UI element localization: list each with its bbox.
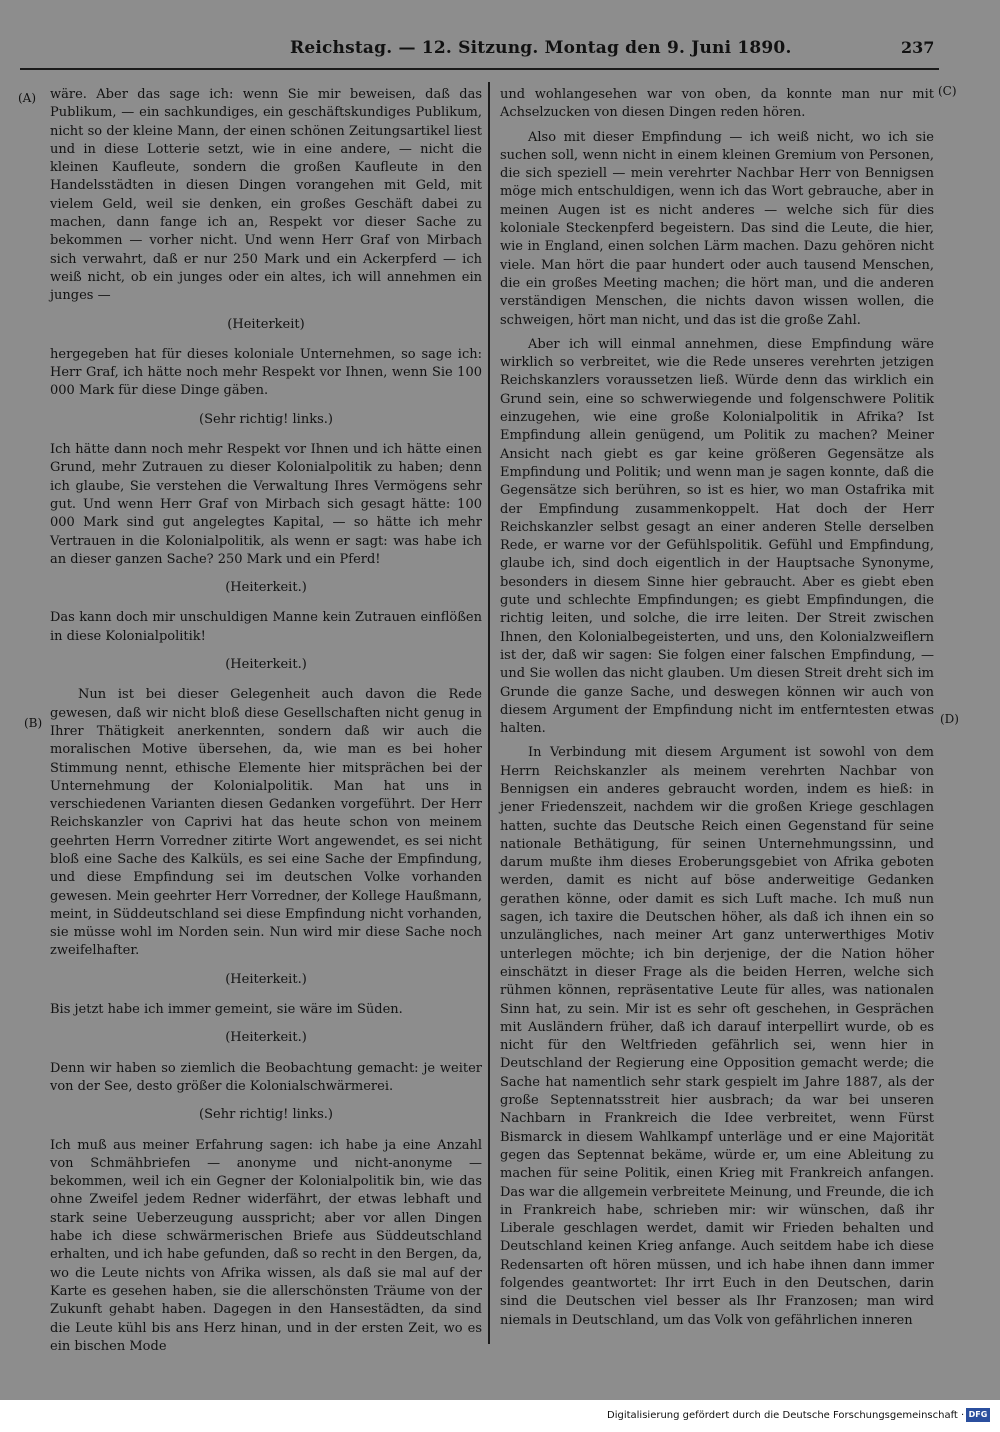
paragraph: Ich muß aus meiner Erfahrung sagen: ich habe ja eine Anzahl von Schmähbriefen — anonyme und nicht-anonyme — bekommen, weil ich ein Gegner der Kolonialpolitik bin, wie das ohne Zweifel jedem Redner widerfährt, der etwas lebhaft und stark seine Ueberzeugung ausspricht; aber vor allen Dingen habe ich diese schwärmerischen Briefe aus Süddeutschland erhalten, und ich habe gefunden, daß so recht in den Bergen, da, wo die Leute nichts von Afrika wissen, als daß sie mal auf der Karte es gesehen haben, sie die allerschönsten Träume von der Zukunft gehabt haben. Dagegen in den Hansestädten, da sind die Leute kühl bis ans Herz hinan, und in der ersten Zeit, wo es ein bischen Mode — [50, 1137, 482, 1354]
paragraph: und wohlangesehen war von oben, da konnte man nur mit Achselzucken von diesen Dingen reden hören. — [500, 87, 934, 121]
paragraph: Also mit dieser Empfindung — ich weiß nicht, wo ich sie suchen soll, wenn nicht in einem kleinen Gremium von Personen, die sich speziell — mein verehrter Nachbar Herr von Bennigsen möge mich entschuldigen, wenn ich das Wort gebrauche, aber in meinen Augen ist es nicht anderes — welche sich für dies koloniale Steckenpferd begeistern. Das sind die Leute, die hier, wie in England, einen solchen Lärm machen. Dazu gehören nicht viele. Man hört die paar hundert oder auch tausend Menschen, die ein großes Meeting machen; die hört man, und die anderen verständigen Menschen, die nichts davon wissen wollen, die schweigen, hört man nicht, und das ist die große Zahl. — [500, 129, 934, 328]
column-divider — [488, 82, 490, 1344]
paragraph: Denn wir haben so ziemlich die Beobachtung gemacht: je weiter von der See, desto größer die Kolonialschwärmerei. — [50, 1060, 482, 1094]
running-header — [0, 38, 1000, 68]
footer — [0, 1400, 1000, 1432]
right-column — [500, 86, 934, 1336]
dfg-logo: DFG — [966, 1408, 990, 1422]
interjection: (Heiterkeit.) — [225, 1030, 307, 1046]
margin-mark-b: (B) — [24, 716, 43, 730]
interjection: (Heiterkeit.) — [225, 971, 307, 987]
paragraph: wäre. Aber das sage ich: wenn Sie mir beweisen, daß das Publikum, — ein sachkundiges, ein geschäftskundiges Publikum, nicht so der kleine Mann, der einen schönen Zeitungsartikel liest und in diese Lotterie setzt, wie in eine andere, — nicht die kleinen Kaufleute, sondern die großen Kaufleute in den Handelsstädten in diesen Dingen vorangehen mit Geld, mit vielem Geld, weil sie denken, ein großes Geschäft dabei zu machen, dann fange ich an, Respekt vor dieser Sache zu bekommen — vorher nicht. Und wenn Herr Graf von Mirbach sich verwahrt, daß er nur 250 Mark und ein Ackerpferd — ich weiß nicht, ob ein junges oder ein altes, ich will annehmen ein junges — — [50, 87, 482, 304]
interjection: (Sehr richtig! links.) — [199, 411, 333, 427]
paragraph: In Verbindung mit diesem Argument ist sowohl von dem Herrn Reichskanzler als meinem verehrten Nachbar von Bennigsen ein anderes gebraucht worden, indem es hieß: in jener Friedenszeit, nachdem wir die großen Kriege geschlagen hatten, suchte das Deutsche Reich einen Gegenstand für seine nationale Bethätigung, für seinen Unternehmungssinn, und darum mußte ihm dieses Eroberungsgebiet von Afrika geboten werden, damit es nicht auf böse anderweitige Gedanken gerathen könne, oder damit es sich Luft mache. Ich muß nun sagen, ich taxire die Deutschen höher, als daß ich ihnen ein so unzulängliches, nach meiner Art ganz unterwerthiges Motiv unterlegen möchte; ich bin derjenige, der die Nation höher einschätzt in dieser Frage als die beiden Herren, welche sich rühmen können, repräsentative Leute für alles, was nationalen Sinn hat, zu sein. Mir ist es sehr oft geschehen, in Gesprächen mit Ausländern früher, daß ich darauf interpellirt wurde, ob es nicht für den Weltfrieden gefährlich sei, wenn hier in Deutschland der Regierung eine Opposition gemacht werde; die Sache hat namentlich sehr stark gespielt im Jahre 1887, als der große Septennatsstreit hier ausbrach; da war bei unseren Nachbarn in Frankreich die Idee verbreitet, wenn Fürst Bismarck in diesem Wahlkampf unterläge und er eine Majorität gegen das Septennat bekäme, würde er, um eine Ableitung zu machen für seine Politik, einen Krieg mit Frankreich anfangen. Das war die allgemein verbreitete Meinung, und Freunde, die ich in Frankreich habe, schrieben mir: wir wünschen, daß ihr Liberale geschlagen werdet, damit wir Frieden behalten und Deutschland keinen Krieg anfange. Auch seitdem habe ich diese Redensarten oft hören müssen, und ich habe ihnen dann immer folgendes geantwortet: Ihr irrt Euch in den Deutschen, darin sind die Deutschen viel besser als Ihr Franzosen; man wird niemals in Deutschland, um das Volk von gefährlichen inneren — [500, 745, 934, 1328]
page-number: 237 — [901, 38, 935, 57]
margin-mark-c: (C) — [938, 84, 957, 98]
interjection: (Heiterkeit) — [227, 316, 305, 332]
header-rule — [20, 68, 939, 70]
paragraph: hergegeben hat für dieses koloniale Unternehmen, so sage ich: Herr Graf, ich hätte noch mehr Respekt vor Ihnen, wenn Sie 100 000 Mark für diese Dinge gäben. — [50, 346, 482, 399]
margin-mark-d: (D) — [940, 712, 959, 726]
left-column — [50, 86, 482, 1362]
margin-mark-a: (A) — [18, 91, 37, 105]
paragraph: Aber ich will einmal annehmen, diese Empfindung wäre wirklich so verbreitet, wie die Rede unseres verehrten jetzigen Reichskanzlers voraussetzen ließ. Würde denn das wirklich ein Grund sein, eine so schwerwiegende und folgenschwere Politik einzugehen, wie eine große Kolonialpolitik in Afrika? Ist Empfindung allein genügend, um Politik zu machen? Meiner Ansicht nach giebt es gar keine größeren Gegensätze als Empfindung und Politik; und wenn man je sagen konnte, daß die Gegensätze sich berühren, so ist es hier, wo man Ostafrika mit der Empfindung zusammenkoppelt. Hat doch der Herr Reichskanzler selbst gesagt an einer anderen Stelle derselben Rede, er warne vor der Gefühlspolitik. Gefühl und Empfindung, glaube ich, sind doch eigentlich in der Hauptsache Synonyme, besonders in diesem Sinne hier gebraucht. Aber es giebt eben gute und schlechte Empfindungen; es giebt Empfindungen, die richtig leiten, und solche, die irre leiten. Der Streit zwischen Ihnen, den Kolonialbegeisterten, und uns, den Kolonialzweiflern ist der, daß wir sagen: Sie folgen einer falschen Empfindung, — und Sie wollen das nicht glauben. Um diesen Streit dreht sich im Grunde die ganze Sache, und deswegen können wir auch von diesem Argument der Empfindung nicht im entferntesten etwas halten. — [500, 336, 934, 737]
interjection: (Sehr richtig! links.) — [199, 1107, 333, 1123]
paragraph: Ich hätte dann noch mehr Respekt vor Ihnen und ich hätte einen Grund, mehr Zutrauen zu dieser Kolonialpolitik zu haben; denn ich glaube, Sie verstehen die Verwaltung Ihres Vermögens sehr gut. Und wenn Herr Graf von Mirbach sich gesagt hätte: 100 000 Mark sind gut angelegtes Kapital, — so hätte ich mehr Vertrauen in die Kolonialpolitik, als wenn er sagt: was habe ich an dieser ganzen Sache? 250 Mark und ein Pferd! — [50, 442, 482, 567]
funding-credit: Digitalisierung gefördert durch die Deutsche Forschungsgemeinschaft · — [607, 1410, 965, 1421]
paragraph: Bis jetzt habe ich immer gemeint, sie wäre im Süden. — [50, 1002, 403, 1018]
header-title: Reichstag. — 12. Sitzung. Montag den 9. Juni 1890. — [290, 38, 792, 58]
interjection: (Heiterkeit.) — [225, 580, 307, 596]
paragraph: Das kann doch mir unschuldigen Manne kein Zutrauen einflößen in diese Kolonialpolitik! — [50, 610, 482, 644]
paragraph: Nun ist bei dieser Gelegenheit auch davon die Rede gewesen, daß wir nicht bloß diese Gesellschaften nicht genug in Ihrer Thätigkeit anerkennten, sondern daß wir auch die moralischen Motive übersehen, da, wie man es bei hoher Stimmung nennt, ethische Elemente hier mitsprächen bei der Unternehmung der Kolonialpolitik. Man hat uns in verschiedenen Varianten diesen Gedanken vorgeführt. Der Herr Reichskanzler von Caprivi hat das heute schon von meinem geehrten Herrn Vorredner zitirte Wort angewendet, es sei nicht bloß eine Sache des Kalküls, es sei eine Sache der Empfindung, und diese Empfindung sei im deutschen Volke vorhanden gewesen. Mein geehrter Herr Vorredner, der Kollege Haußmann, meint, in Süddeutschland sei diese Empfindung nicht vorhanden, sie müsse wohl im Norden sein. Nun wird mir diese Sache noch zweifelhafter. — [50, 687, 482, 959]
interjection: (Heiterkeit.) — [225, 657, 307, 673]
